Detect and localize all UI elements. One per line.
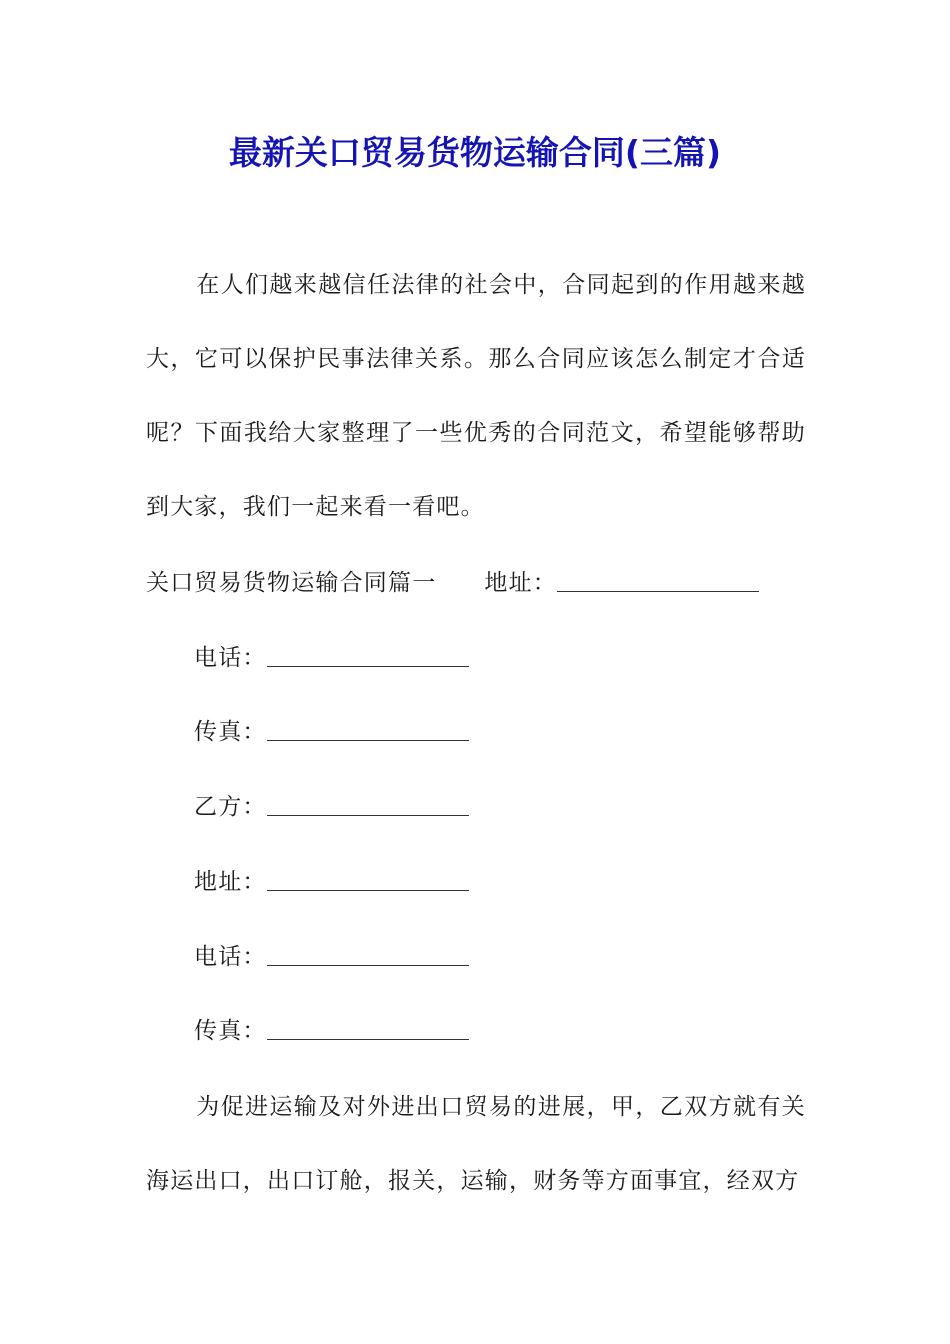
field-label-phone-a: 电话： (194, 645, 267, 671)
section-heading-line (146, 568, 759, 598)
field-label-phone-b: 电话： (194, 944, 267, 970)
field-row-fax-b (194, 1016, 469, 1046)
field-label-address-b: 地址： (194, 869, 267, 895)
field-label-fax-b: 传真： (194, 1018, 267, 1044)
fax-a-blank (267, 718, 469, 741)
intro-paragraph (146, 248, 806, 544)
phone-b-blank (267, 943, 469, 966)
fax-b-blank (267, 1017, 469, 1040)
field-row-phone-b (194, 942, 469, 972)
field-row-address-b (194, 867, 469, 897)
section-heading: 关口贸易货物运输合同篇一 (146, 570, 437, 596)
address-b-blank (267, 868, 469, 891)
field-row-fax-a (194, 717, 469, 747)
document-title: 最新关口贸易货物运输合同(三篇) (228, 133, 722, 172)
field-row-party-b (194, 792, 469, 822)
field-label-address-a: 地址： (484, 570, 558, 596)
body-paragraph-text: 为促进运输及对外进出口贸易的进展，甲，乙双方就有关海运出口，出口订舱，报关，运输，财务等方面事宜，经双方 (146, 1094, 806, 1194)
body-paragraph (146, 1070, 806, 1218)
intro-paragraph-text: 在人们越来越信任法律的社会中，合同起到的作用越来越大，它可以保护民事法律关系。那么合同应该怎么制定才合适呢？下面我给大家整理了一些优秀的合同范文，希望能够帮助到大家，我们一起来看一看吧。 (146, 272, 806, 520)
field-row-phone-a (194, 643, 469, 673)
field-label-party-b: 乙方： (194, 794, 267, 820)
address-a-blank (557, 569, 759, 592)
party-b-blank (267, 793, 469, 816)
field-label-fax-a: 传真： (194, 719, 267, 745)
phone-a-blank (267, 644, 469, 667)
